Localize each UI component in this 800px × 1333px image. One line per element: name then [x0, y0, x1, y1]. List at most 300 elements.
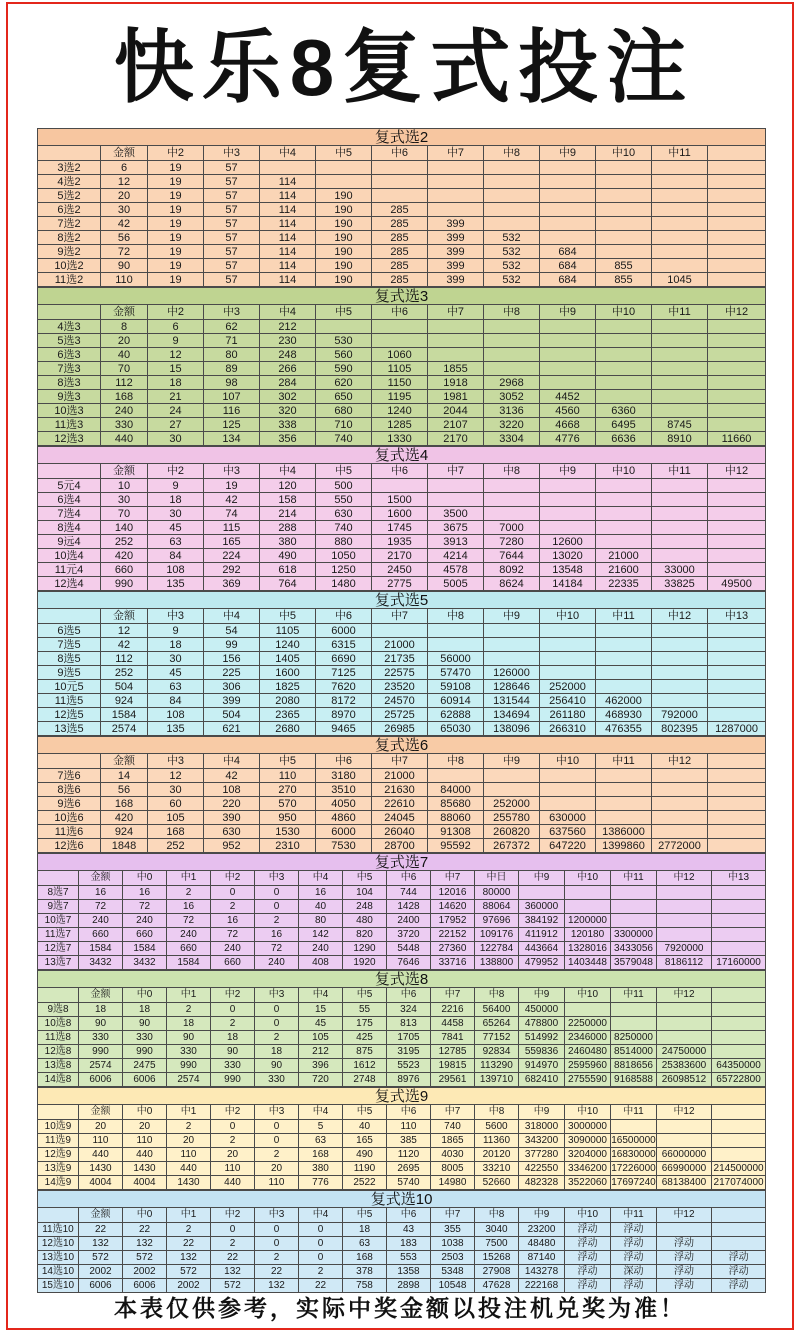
empty-cell	[596, 217, 652, 231]
payout-cell: 7920000	[657, 942, 712, 956]
payout-cell: 45	[148, 521, 204, 535]
empty-cell	[708, 563, 766, 577]
payout-cell: 224	[204, 549, 260, 563]
column-header: 中5	[316, 464, 372, 479]
payout-cell: 64350000	[712, 1059, 766, 1073]
payout-cell: 8624	[484, 577, 540, 591]
payout-cell: 3000000	[565, 1120, 611, 1134]
payout-cell: 1918	[428, 376, 484, 390]
row-label: 10选6	[38, 811, 101, 825]
empty-cell	[565, 1003, 611, 1017]
empty-cell	[652, 521, 708, 535]
empty-cell	[652, 259, 708, 273]
payout-cell: 42	[204, 493, 260, 507]
payout-cell: 440	[123, 1148, 167, 1162]
table-row	[38, 320, 766, 334]
table-row	[38, 217, 766, 231]
payout-cell: 5448	[387, 942, 431, 956]
payout-cell: 54	[204, 624, 260, 638]
empty-cell	[484, 493, 540, 507]
payout-cell: 950	[260, 811, 316, 825]
payout-cell: 302	[260, 390, 316, 404]
column-header: 中1	[167, 871, 211, 886]
column-header: 中7	[431, 871, 475, 886]
payout-cell: 2250000	[565, 1017, 611, 1031]
empty-cell	[484, 624, 540, 638]
payout-cell: 62888	[428, 708, 484, 722]
empty-cell	[611, 1003, 657, 1017]
empty-cell	[708, 161, 766, 175]
row-label: 14选8	[38, 1073, 79, 1087]
empty-cell	[596, 521, 652, 535]
payout-cell: 108	[148, 708, 204, 722]
payout-cell: 63	[148, 535, 204, 549]
payout-cell: 91308	[428, 825, 484, 839]
payout-cell: 33000	[652, 563, 708, 577]
empty-cell	[540, 652, 596, 666]
payout-cell: 248	[343, 900, 387, 914]
column-header: 中11	[611, 871, 657, 886]
empty-cell	[712, 1223, 766, 1237]
payout-cell: 952	[204, 839, 260, 853]
payout-cell: 6495	[596, 418, 652, 432]
payout-cell: 8910	[652, 432, 708, 446]
payout-cell: 65722800	[712, 1073, 766, 1087]
payout-cell: 15	[148, 362, 204, 376]
payout-cell: 17160000	[712, 956, 766, 970]
column-header: 中12	[708, 464, 766, 479]
row-label: 5选2	[38, 189, 101, 203]
payout-cell: 343200	[519, 1134, 565, 1148]
payout-cell: 40	[343, 1120, 387, 1134]
column-header-row	[38, 988, 766, 1003]
row-label: 10选8	[38, 1017, 79, 1031]
payout-cell: 浮动	[712, 1279, 766, 1293]
payout-cell: 24	[148, 404, 204, 418]
column-header: 金额	[101, 609, 148, 624]
payout-cell: 3136	[484, 404, 540, 418]
empty-cell	[712, 900, 766, 914]
payout-cell: 72	[101, 245, 148, 259]
payout-cell: 120	[260, 479, 316, 493]
payout-cell: 288	[260, 521, 316, 535]
payout-cell: 84	[148, 694, 204, 708]
payout-cell: 24570	[372, 694, 428, 708]
table-row	[38, 245, 766, 259]
row-label: 11选9	[38, 1134, 79, 1148]
payout-cell: 5600	[475, 1120, 519, 1134]
empty-cell	[428, 320, 484, 334]
empty-cell	[652, 549, 708, 563]
payout-cell: 266310	[540, 722, 596, 736]
payout-cell: 560	[316, 348, 372, 362]
payout-cell: 110	[79, 1134, 123, 1148]
payout-cell: 19	[148, 203, 204, 217]
table-row	[38, 783, 766, 797]
empty-cell	[428, 638, 484, 652]
payout-tables	[37, 128, 765, 1293]
table-row	[38, 175, 766, 189]
section-title-row	[38, 1088, 766, 1105]
empty-cell	[484, 507, 540, 521]
payout-cell: 17952	[431, 914, 475, 928]
payout-cell: 25725	[372, 708, 428, 722]
payout-cell: 49500	[708, 577, 766, 591]
empty-cell	[652, 769, 708, 783]
column-header: 中日	[475, 871, 519, 886]
payout-table-section	[37, 287, 765, 446]
column-header: 中4	[204, 609, 260, 624]
column-header: 中6	[372, 464, 428, 479]
payout-cell: 3304	[484, 432, 540, 446]
empty-cell	[596, 797, 652, 811]
column-header-row	[38, 305, 766, 320]
column-header: 中5	[343, 871, 387, 886]
payout-cell: 252	[148, 839, 204, 853]
table-row	[38, 376, 766, 390]
payout-cell: 114	[260, 175, 316, 189]
disclaimer-note: 本表仅供参考，实际中奖金额以投注机兑奖为准！	[114, 1295, 686, 1321]
table-row	[38, 694, 766, 708]
payout-cell: 240	[211, 942, 255, 956]
payout-cell: 60914	[428, 694, 484, 708]
empty-cell	[708, 708, 766, 722]
column-header: 中3	[255, 1208, 299, 1223]
row-label: 4选3	[38, 320, 101, 334]
column-header: 金额	[101, 464, 148, 479]
payout-cell: 19	[148, 231, 204, 245]
payout-cell: 2080	[260, 694, 316, 708]
blank-header	[708, 754, 766, 769]
payout-cell: 19	[148, 245, 204, 259]
column-header: 中1	[167, 1208, 211, 1223]
payout-cell: 396	[299, 1059, 343, 1073]
table-row	[38, 1162, 766, 1176]
column-header: 中2	[148, 305, 204, 320]
column-header: 中2	[148, 464, 204, 479]
empty-cell	[484, 161, 540, 175]
column-header: 中8	[484, 305, 540, 320]
payout-cell: 914970	[519, 1059, 565, 1073]
payout-cell: 56	[101, 783, 148, 797]
empty-cell	[596, 189, 652, 203]
column-header: 金额	[101, 754, 148, 769]
payout-cell: 758	[343, 1279, 387, 1293]
column-header: 中2	[211, 1105, 255, 1120]
payout-cell: 97696	[475, 914, 519, 928]
payout-cell: 22	[255, 1265, 299, 1279]
payout-cell: 14	[101, 769, 148, 783]
row-label: 11元4	[38, 563, 101, 577]
payout-cell: 浮动	[611, 1237, 657, 1251]
column-header: 中10	[565, 988, 611, 1003]
payout-cell: 16	[79, 886, 123, 900]
payout-cell: 1500	[372, 493, 428, 507]
payout-cell: 1981	[428, 390, 484, 404]
empty-cell	[708, 259, 766, 273]
payout-cell: 550	[316, 493, 372, 507]
column-header: 中5	[343, 1208, 387, 1223]
payout-cell: 2400	[387, 914, 431, 928]
payout-cell: 6	[101, 161, 148, 175]
table-row	[38, 418, 766, 432]
payout-cell: 20	[211, 1148, 255, 1162]
payout-cell: 134694	[484, 708, 540, 722]
empty-cell	[657, 1223, 712, 1237]
empty-cell	[596, 811, 652, 825]
payout-cell: 1480	[316, 577, 372, 591]
payout-cell: 8092	[484, 563, 540, 577]
payout-cell: 25383600	[657, 1059, 712, 1073]
row-label: 14选10	[38, 1265, 79, 1279]
payout-cell: 2450	[372, 563, 428, 577]
payout-cell: 570	[260, 797, 316, 811]
payout-cell: 440	[167, 1162, 211, 1176]
payout-cell: 80000	[475, 886, 519, 900]
payout-cell: 4004	[79, 1176, 123, 1190]
column-header: 中7	[431, 1105, 475, 1120]
column-header: 中8	[475, 1105, 519, 1120]
payout-cell: 482328	[519, 1176, 565, 1190]
column-header: 中6	[316, 754, 372, 769]
payout-cell: 4458	[431, 1017, 475, 1031]
payout-cell: 8970	[316, 708, 372, 722]
empty-cell	[596, 161, 652, 175]
payout-cell: 57	[204, 217, 260, 231]
payout-cell: 132	[255, 1279, 299, 1293]
payout-cell: 1038	[431, 1237, 475, 1251]
column-header: 金额	[79, 988, 123, 1003]
payout-cell: 16	[167, 900, 211, 914]
payout-cell: 114	[260, 189, 316, 203]
empty-cell	[652, 217, 708, 231]
payout-cell: 57	[204, 175, 260, 189]
row-label: 3选2	[38, 161, 101, 175]
empty-cell	[708, 273, 766, 287]
column-header: 金额	[79, 1208, 123, 1223]
row-label: 12选4	[38, 577, 101, 591]
payout-cell: 0	[255, 1017, 299, 1031]
payout-cell: 256410	[540, 694, 596, 708]
payout-cell: 266	[260, 362, 316, 376]
payout-cell: 440	[211, 1176, 255, 1190]
payout-cell: 408	[299, 956, 343, 970]
payout-cell: 3432	[79, 956, 123, 970]
column-header: 中5	[343, 1105, 387, 1120]
empty-cell	[657, 886, 712, 900]
empty-cell	[652, 203, 708, 217]
payout-cell: 190	[316, 259, 372, 273]
empty-cell	[652, 624, 708, 638]
payout-cell: 267372	[484, 839, 540, 853]
payout-cell: 2	[299, 1265, 343, 1279]
payout-cell: 57	[204, 273, 260, 287]
payout-cell: 66000000	[657, 1148, 712, 1162]
column-header-row	[38, 609, 766, 624]
column-header: 中2	[148, 146, 204, 161]
empty-cell	[484, 189, 540, 203]
payout-cell: 40	[299, 900, 343, 914]
payout-cell: 168	[148, 825, 204, 839]
section-title: 复式选10	[38, 1191, 766, 1208]
column-header: 中10	[596, 146, 652, 161]
empty-cell	[540, 334, 596, 348]
payout-cell: 18	[167, 1017, 211, 1031]
payout-cell: 3522060	[565, 1176, 611, 1190]
empty-cell	[708, 521, 766, 535]
empty-cell	[712, 1031, 766, 1045]
column-header: 中12	[657, 1105, 712, 1120]
payout-cell: 12	[101, 175, 148, 189]
empty-cell	[611, 1120, 657, 1134]
payout-cell: 476355	[596, 722, 652, 736]
section-title-row	[38, 854, 766, 871]
empty-cell	[708, 231, 766, 245]
payout-cell: 57	[204, 189, 260, 203]
payout-cell: 20	[101, 334, 148, 348]
column-header-row	[38, 1208, 766, 1223]
table-row	[38, 1059, 766, 1073]
column-header: 中3	[204, 305, 260, 320]
payout-cell: 1287000	[708, 722, 766, 736]
payout-cell: 90	[211, 1045, 255, 1059]
payout-cell: 740	[316, 432, 372, 446]
payout-cell: 2755590	[565, 1073, 611, 1087]
row-label: 12选5	[38, 708, 101, 722]
payout-cell: 45	[299, 1017, 343, 1031]
payout-cell: 135	[148, 577, 204, 591]
payout-cell: 168	[343, 1251, 387, 1265]
table-row	[38, 334, 766, 348]
column-header: 中9	[519, 988, 565, 1003]
payout-cell: 4860	[316, 811, 372, 825]
table-row	[38, 203, 766, 217]
row-label: 11选8	[38, 1031, 79, 1045]
payout-cell: 26985	[372, 722, 428, 736]
payout-cell: 2968	[484, 376, 540, 390]
empty-cell	[652, 638, 708, 652]
payout-cell: 1405	[260, 652, 316, 666]
payout-cell: 532	[484, 245, 540, 259]
payout-cell: 260820	[484, 825, 540, 839]
row-label: 6选3	[38, 348, 101, 362]
payout-cell: 7644	[484, 549, 540, 563]
row-label: 12选10	[38, 1237, 79, 1251]
empty-cell	[596, 624, 652, 638]
payout-cell: 107	[204, 390, 260, 404]
payout-cell: 425	[343, 1031, 387, 1045]
payout-cell: 680	[316, 404, 372, 418]
empty-cell	[712, 1003, 766, 1017]
empty-cell	[652, 493, 708, 507]
table-row	[38, 928, 766, 942]
column-header: 中8	[484, 464, 540, 479]
empty-cell	[652, 362, 708, 376]
empty-cell	[708, 624, 766, 638]
payout-cell: 2460480	[565, 1045, 611, 1059]
payout-cell: 142	[299, 928, 343, 942]
payout-cell: 330	[123, 1031, 167, 1045]
table-row	[38, 624, 766, 638]
payout-cell: 20	[255, 1162, 299, 1176]
empty-cell	[708, 638, 766, 652]
payout-cell: 2	[211, 1134, 255, 1148]
blank-header	[708, 146, 766, 161]
row-label: 9选8	[38, 1003, 79, 1017]
section-title: 复式选8	[38, 971, 766, 988]
empty-cell	[657, 1120, 712, 1134]
payout-cell: 399	[428, 259, 484, 273]
empty-cell	[708, 334, 766, 348]
table-row	[38, 708, 766, 722]
table-row	[38, 189, 766, 203]
payout-cell: 620	[316, 376, 372, 390]
payout-cell: 5005	[428, 577, 484, 591]
row-label: 13选10	[38, 1251, 79, 1265]
payout-cell: 1612	[343, 1059, 387, 1073]
payout-cell: 6315	[316, 638, 372, 652]
column-header: 中2	[211, 1208, 255, 1223]
column-header: 中0	[123, 1208, 167, 1223]
payout-cell: 230	[260, 334, 316, 348]
table-row	[38, 769, 766, 783]
payout-cell: 240	[79, 914, 123, 928]
payout-cell: 10	[101, 479, 148, 493]
payout-cell: 572	[167, 1265, 211, 1279]
column-header-row	[38, 871, 766, 886]
payout-cell: 5740	[387, 1176, 431, 1190]
payout-cell: 8172	[316, 694, 372, 708]
payout-cell: 6006	[79, 1279, 123, 1293]
table-row	[38, 1031, 766, 1045]
column-header: 中9	[540, 305, 596, 320]
column-header: 金额	[101, 305, 148, 320]
payout-cell: 330	[255, 1073, 299, 1087]
payout-cell: 190	[316, 231, 372, 245]
payout-cell: 820	[343, 928, 387, 942]
payout-cell: 8186112	[657, 956, 712, 970]
payout-cell: 4668	[540, 418, 596, 432]
payout-cell: 0	[255, 1003, 299, 1017]
payout-cell: 浮动	[565, 1265, 611, 1279]
empty-cell	[428, 624, 484, 638]
payout-cell: 924	[101, 825, 148, 839]
section-title-row	[38, 971, 766, 988]
payout-cell: 248	[260, 348, 316, 362]
empty-cell	[652, 507, 708, 521]
payout-cell: 125	[204, 418, 260, 432]
payout-cell: 0	[255, 900, 299, 914]
column-header: 中6	[372, 146, 428, 161]
payout-cell: 56	[101, 231, 148, 245]
payout-cell: 660	[167, 942, 211, 956]
section-title: 复式选7	[38, 854, 766, 871]
empty-cell	[652, 797, 708, 811]
table-row	[38, 942, 766, 956]
empty-cell	[316, 175, 372, 189]
payout-cell: 7841	[431, 1031, 475, 1045]
payout-cell: 2346000	[565, 1031, 611, 1045]
empty-cell	[708, 217, 766, 231]
empty-cell	[708, 783, 766, 797]
payout-cell: 110	[387, 1120, 431, 1134]
payout-cell: 0	[299, 1251, 343, 1265]
payout-cell: 110	[123, 1134, 167, 1148]
payout-cell: 240	[255, 956, 299, 970]
payout-cell: 7500	[475, 1237, 519, 1251]
payout-cell: 19	[148, 175, 204, 189]
row-label: 10选2	[38, 259, 101, 273]
